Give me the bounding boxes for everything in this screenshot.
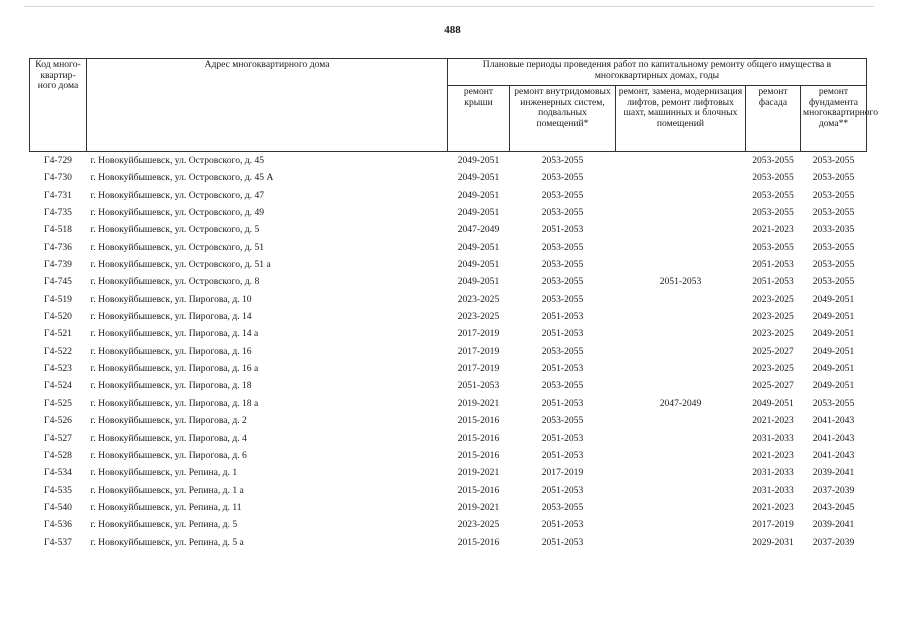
cell-facade: 2049-2051 bbox=[752, 397, 794, 409]
cell-engineering: 2053-2055 bbox=[541, 293, 584, 305]
cell-roof: 2015-2016 bbox=[457, 449, 500, 461]
table-row bbox=[30, 412, 867, 429]
table-row bbox=[30, 152, 867, 170]
cell-foundation: 2053-2055 bbox=[812, 207, 855, 219]
scan-top-line bbox=[24, 6, 874, 7]
cell-roof: 2049-2051 bbox=[457, 207, 500, 219]
cell-code: Г4-521 bbox=[44, 328, 72, 340]
cell-facade: 2031-2033 bbox=[752, 484, 794, 496]
cell-code: Г4-525 bbox=[44, 397, 72, 409]
cell-lifts bbox=[616, 187, 746, 204]
cell-code: Г4-527 bbox=[44, 432, 72, 444]
cell-roof: 2015-2016 bbox=[457, 484, 500, 496]
cell-code: Г4-736 bbox=[44, 241, 72, 253]
cell-address: г. Новокуйбышевск, ул. Пирогова, д. 6 bbox=[90, 449, 247, 461]
cell-address: г. Новокуйбышевск, ул. Пирогова, д. 16 а bbox=[90, 363, 259, 375]
cell-roof: 2015-2016 bbox=[457, 432, 500, 444]
cell-roof: 2017-2019 bbox=[457, 363, 500, 375]
table-row bbox=[30, 204, 867, 221]
cell-address: г. Новокуйбышевск, ул. Репина, д. 5 а bbox=[90, 536, 244, 548]
cell-roof: 2023-2025 bbox=[457, 293, 500, 305]
cell-address: г. Новокуйбышевск, ул. Пирогова, д. 18 bbox=[90, 380, 252, 392]
cell-engineering: 2053-2055 bbox=[541, 172, 584, 184]
table-row bbox=[30, 221, 867, 238]
cell-lifts bbox=[616, 325, 746, 342]
cell-facade: 2023-2025 bbox=[752, 363, 794, 375]
cell-address: г. Новокуйбышевск, ул. Пирогова, д. 14 bbox=[90, 311, 252, 323]
cell-code: Г4-534 bbox=[44, 467, 72, 479]
cell-foundation: 2053-2055 bbox=[812, 397, 855, 409]
header-code: Код много-квартир-ного дома bbox=[30, 59, 87, 152]
cell-lifts bbox=[616, 499, 746, 516]
table-row bbox=[30, 377, 867, 394]
cell-code: Г4-739 bbox=[44, 259, 72, 271]
cell-address: г. Новокуйбышевск, ул. Пирогова, д. 16 bbox=[90, 345, 252, 357]
table-row bbox=[30, 256, 867, 273]
table-row bbox=[30, 187, 867, 204]
cell-code: Г4-522 bbox=[44, 345, 72, 357]
cell-lifts bbox=[616, 482, 746, 499]
cell-lifts bbox=[616, 412, 746, 429]
cell-code: Г4-731 bbox=[44, 189, 72, 201]
cell-foundation: 2039-2041 bbox=[812, 467, 855, 479]
cell-lifts bbox=[616, 291, 746, 308]
cell-foundation: 2053-2055 bbox=[812, 189, 855, 201]
cell-facade: 2025-2027 bbox=[752, 380, 794, 392]
cell-engineering: 2051-2053 bbox=[541, 536, 584, 548]
cell-roof: 2017-2019 bbox=[457, 345, 500, 357]
table-row bbox=[30, 447, 867, 464]
cell-foundation: 2037-2039 bbox=[812, 536, 855, 548]
cell-engineering: 2053-2055 bbox=[541, 501, 584, 513]
cell-facade: 2017-2019 bbox=[752, 519, 794, 531]
header-address: Адрес многоквартирного дома bbox=[87, 59, 448, 152]
cell-foundation: 2043-2045 bbox=[812, 501, 855, 513]
cell-engineering: 2053-2055 bbox=[541, 380, 584, 392]
cell-engineering: 2051-2053 bbox=[541, 484, 584, 496]
cell-address: г. Новокуйбышевск, ул. Репина, д. 5 bbox=[90, 519, 238, 531]
cell-foundation: 2041-2043 bbox=[812, 449, 855, 461]
table-header-row bbox=[30, 59, 867, 86]
cell-address: г. Новокуйбышевск, ул. Пирогова, д. 4 bbox=[90, 432, 247, 444]
cell-code: Г4-735 bbox=[44, 207, 72, 219]
table-row bbox=[30, 273, 867, 290]
cell-code: Г4-523 bbox=[44, 363, 72, 375]
table-row bbox=[30, 239, 867, 256]
cell-engineering: 2051-2053 bbox=[541, 397, 584, 409]
cell-code: Г4-519 bbox=[44, 293, 72, 305]
cell-engineering: 2053-2055 bbox=[541, 155, 584, 166]
table-body bbox=[30, 152, 867, 551]
cell-foundation: 2049-2051 bbox=[812, 311, 855, 323]
table-row bbox=[30, 395, 867, 412]
cell-address: г. Новокуйбышевск, ул. Островского, д. 45 bbox=[90, 155, 265, 166]
cell-address: г. Новокуйбышевск, ул. Репина, д. 1 а bbox=[90, 484, 244, 496]
cell-facade: 2053-2055 bbox=[752, 155, 794, 166]
cell-roof: 2049-2051 bbox=[457, 155, 500, 166]
cell-roof: 2019-2021 bbox=[457, 501, 500, 513]
cell-facade: 2053-2055 bbox=[752, 207, 794, 219]
cell-code: Г4-528 bbox=[44, 449, 72, 461]
table-row bbox=[30, 360, 867, 377]
cell-lifts bbox=[616, 534, 746, 551]
cell-roof: 2051-2053 bbox=[457, 380, 500, 392]
header-roof: ремонт крыши bbox=[448, 86, 510, 152]
cell-code: Г4-536 bbox=[44, 519, 72, 531]
cell-roof: 2049-2051 bbox=[457, 189, 500, 201]
cell-code: Г4-520 bbox=[44, 311, 72, 323]
cell-code: Г4-535 bbox=[44, 484, 72, 496]
cell-engineering: 2051-2053 bbox=[541, 449, 584, 461]
cell-code: Г4-526 bbox=[44, 415, 72, 427]
page-number: 488 bbox=[444, 24, 461, 36]
cell-code: Г4-540 bbox=[44, 501, 72, 513]
cell-foundation: 2049-2051 bbox=[812, 293, 855, 305]
cell-engineering: 2053-2055 bbox=[541, 241, 584, 253]
cell-foundation: 2049-2051 bbox=[812, 328, 855, 340]
cell-lifts bbox=[616, 308, 746, 325]
cell-code: Г4-745 bbox=[44, 276, 72, 288]
cell-facade: 2021-2023 bbox=[752, 501, 794, 513]
cell-facade: 2021-2023 bbox=[752, 449, 794, 461]
cell-engineering: 2051-2053 bbox=[541, 432, 584, 444]
table-row bbox=[30, 169, 867, 186]
cell-lifts bbox=[616, 239, 746, 256]
cell-address: г. Новокуйбышевск, ул. Островского, д. 47 bbox=[90, 189, 265, 201]
cell-engineering: 2051-2053 bbox=[541, 311, 584, 323]
header-foundation: ремонт фундамента многоквартирного дома** bbox=[801, 86, 867, 152]
cell-roof: 2017-2019 bbox=[457, 328, 500, 340]
cell-facade: 2023-2025 bbox=[752, 293, 794, 305]
cell-foundation: 2053-2055 bbox=[812, 276, 855, 288]
table-row bbox=[30, 464, 867, 481]
cell-lifts bbox=[616, 464, 746, 481]
cell-foundation: 2041-2043 bbox=[812, 432, 855, 444]
header-lifts: ремонт, замена, модернизация лифтов, ремонт лифтовых шахт, машинных и блочных помещений bbox=[616, 86, 746, 152]
cell-roof: 2023-2025 bbox=[457, 519, 500, 531]
cell-lifts bbox=[616, 343, 746, 360]
cell-roof: 2015-2016 bbox=[457, 415, 500, 427]
cell-address: г. Новокуйбышевск, ул. Островского, д. 45 А bbox=[90, 172, 274, 184]
cell-foundation: 2033-2035 bbox=[812, 224, 855, 236]
cell-foundation: 2049-2051 bbox=[812, 345, 855, 357]
cell-lifts bbox=[616, 256, 746, 273]
table-row bbox=[30, 343, 867, 360]
cell-facade: 2051-2053 bbox=[752, 276, 794, 288]
cell-facade: 2053-2055 bbox=[752, 241, 794, 253]
cell-lifts bbox=[616, 377, 746, 394]
cell-code: Г4-537 bbox=[44, 536, 72, 548]
cell-roof: 2049-2051 bbox=[457, 259, 500, 271]
cell-lifts bbox=[616, 169, 746, 186]
cell-code: Г4-518 bbox=[44, 224, 72, 236]
cell-roof: 2015-2016 bbox=[457, 536, 500, 548]
cell-facade: 2053-2055 bbox=[752, 189, 794, 201]
cell-engineering: 2051-2053 bbox=[541, 328, 584, 340]
cell-lifts bbox=[616, 430, 746, 447]
cell-lifts bbox=[616, 152, 746, 170]
cell-foundation: 2049-2051 bbox=[812, 380, 855, 392]
cell-roof: 2049-2051 bbox=[457, 276, 500, 288]
header-engineering: ремонт внутридомовых инженерных систем, подвальных помещений* bbox=[510, 86, 616, 152]
cell-address: г. Новокуйбышевск, ул. Островского, д. 49 bbox=[90, 207, 265, 219]
cell-foundation: 2039-2041 bbox=[812, 519, 855, 531]
cell-lifts bbox=[616, 360, 746, 377]
cell-address: г. Новокуйбышевск, ул. Пирогова, д. 18 а bbox=[90, 397, 259, 409]
table-row bbox=[30, 516, 867, 533]
cell-address: г. Новокуйбышевск, ул. Островского, д. 51 bbox=[90, 241, 265, 253]
header-periods: Плановые периоды проведения работ по капитальному ремонту общего имущества в многоквартирных домах, годы bbox=[448, 59, 867, 86]
cell-lifts: 2047-2049 bbox=[659, 397, 702, 409]
cell-lifts bbox=[616, 221, 746, 238]
cell-engineering: 2051-2053 bbox=[541, 363, 584, 375]
cell-engineering: 2053-2055 bbox=[541, 276, 584, 288]
cell-address: г. Новокуйбышевск, ул. Пирогова, д. 10 bbox=[90, 293, 252, 305]
cell-roof: 2049-2051 bbox=[457, 241, 500, 253]
cell-roof: 2019-2021 bbox=[457, 467, 500, 479]
cell-lifts: 2051-2053 bbox=[659, 276, 702, 288]
cell-foundation: 2037-2039 bbox=[812, 484, 855, 496]
cell-roof: 2047-2049 bbox=[457, 224, 500, 236]
cell-engineering: 2053-2055 bbox=[541, 415, 584, 427]
cell-engineering: 2053-2055 bbox=[541, 259, 584, 271]
cell-facade: 2051-2053 bbox=[752, 259, 794, 271]
table-row bbox=[30, 482, 867, 499]
cell-lifts bbox=[616, 447, 746, 464]
cell-foundation: 2053-2055 bbox=[812, 155, 855, 166]
cell-facade: 2053-2055 bbox=[752, 172, 794, 184]
cell-facade: 2021-2023 bbox=[752, 224, 794, 236]
cell-engineering: 2053-2055 bbox=[541, 345, 584, 357]
table-row bbox=[30, 325, 867, 342]
cell-code: Г4-524 bbox=[44, 380, 72, 392]
cell-address: г. Новокуйбышевск, ул. Репина, д. 11 bbox=[90, 501, 242, 513]
cell-engineering: 2053-2055 bbox=[541, 189, 584, 201]
cell-facade: 2023-2025 bbox=[752, 328, 794, 340]
table-row bbox=[30, 308, 867, 325]
cell-address: г. Новокуйбышевск, ул. Пирогова, д. 14 а bbox=[90, 328, 259, 340]
cell-engineering: 2053-2055 bbox=[541, 207, 584, 219]
cell-facade: 2023-2025 bbox=[752, 311, 794, 323]
cell-foundation: 2053-2055 bbox=[812, 241, 855, 253]
cell-engineering: 2017-2019 bbox=[541, 467, 584, 479]
cell-facade: 2025-2027 bbox=[752, 345, 794, 357]
table-row bbox=[30, 534, 867, 551]
table-row bbox=[30, 291, 867, 308]
cell-foundation: 2049-2051 bbox=[812, 363, 855, 375]
cell-foundation: 2053-2055 bbox=[812, 172, 855, 184]
cell-roof: 2049-2051 bbox=[457, 172, 500, 184]
cell-lifts bbox=[616, 204, 746, 221]
header-facade: ремонт фасада bbox=[746, 86, 801, 152]
cell-engineering: 2051-2053 bbox=[541, 224, 584, 236]
cell-foundation: 2041-2043 bbox=[812, 415, 855, 427]
cell-engineering: 2051-2053 bbox=[541, 519, 584, 531]
cell-address: г. Новокуйбышевск, ул. Пирогова, д. 2 bbox=[90, 415, 247, 427]
cell-facade: 2021-2023 bbox=[752, 415, 794, 427]
cell-facade: 2031-2033 bbox=[752, 467, 794, 479]
cell-facade: 2031-2033 bbox=[752, 432, 794, 444]
table-row bbox=[30, 499, 867, 516]
table-row bbox=[30, 430, 867, 447]
cell-lifts bbox=[616, 516, 746, 533]
cell-facade: 2029-2031 bbox=[752, 536, 794, 548]
cell-address: г. Новокуйбышевск, ул. Островского, д. 51 а bbox=[90, 259, 271, 271]
cell-address: г. Новокуйбышевск, ул. Островского, д. 5 bbox=[90, 224, 260, 236]
cell-address: г. Новокуйбышевск, ул. Островского, д. 8 bbox=[90, 276, 260, 288]
cell-foundation: 2053-2055 bbox=[812, 259, 855, 271]
cell-code: Г4-729 bbox=[44, 155, 72, 166]
cell-roof: 2023-2025 bbox=[457, 311, 500, 323]
cell-address: г. Новокуйбышевск, ул. Репина, д. 1 bbox=[90, 467, 238, 479]
repair-schedule-table bbox=[29, 58, 879, 551]
cell-roof: 2019-2021 bbox=[457, 397, 500, 409]
cell-code: Г4-730 bbox=[44, 172, 72, 184]
